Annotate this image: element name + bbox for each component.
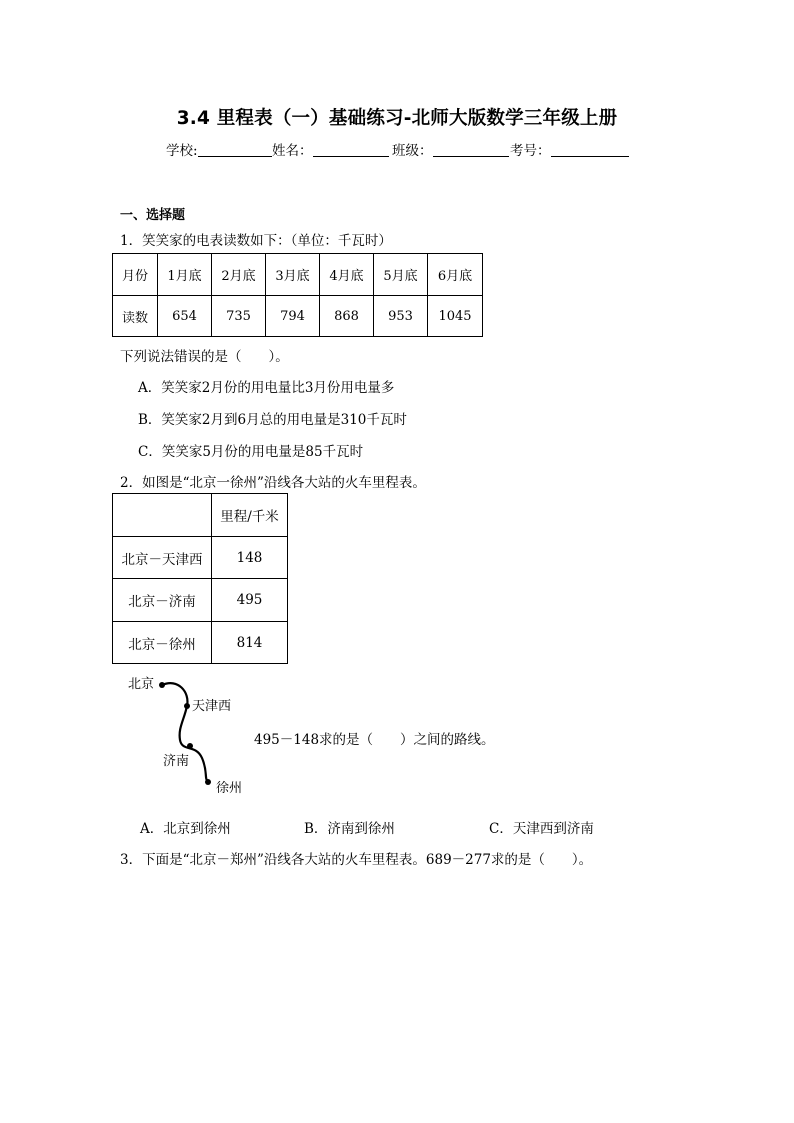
table-row [113,579,288,622]
q1-row-label: 读数 [113,296,158,337]
q2-option-b[interactable]: B．济南到徐州 [304,821,395,837]
q1-reading-cell: 868 [320,296,374,337]
q2-route-cell: 北京－徐州 [113,622,212,664]
q1-option-b[interactable]: B．笑笑家2月到6月总的用电量是310千瓦时 [138,412,407,428]
q1-option-c[interactable]: C．笑笑家5月份的用电量是85千瓦时 [138,444,364,460]
exam-no-label: 考号： [510,143,551,159]
q1-reading-cell: 654 [158,296,212,337]
class-label: 班级： [392,143,433,159]
school-field [166,139,272,159]
table-row [113,622,288,664]
q2-distance-cell: 148 [212,537,288,579]
section-heading-choice: 一、选择题 [120,208,186,223]
q2-header-cell: 里程/千米 [212,494,288,537]
q2-stem: 2．如图是“北京一徐州”沿线各大站的火车里程表。 [120,475,426,491]
class-blank[interactable] [433,144,509,157]
school-blank[interactable] [198,144,272,157]
school-label: 学校: [166,143,198,159]
q1-meter-table [112,253,483,337]
q2-header-row [113,494,288,537]
q1-header-cell: 1月底 [158,254,212,296]
q2-distance-cell: 495 [212,579,288,622]
station-label-tianjinxi: 天津西 [192,699,232,714]
q1-reading-cell: 953 [374,296,428,337]
q1-header-cell: 3月底 [266,254,320,296]
station-dot-beijing [159,682,165,688]
q2-question: 495－148求的是（ ）之间的路线。 [254,732,495,748]
q1-reading-cell: 735 [212,296,266,337]
exam-no-field [510,139,629,159]
name-blank[interactable] [313,144,389,157]
page-title: 3.4 里程表（一）基础练习-北师大版数学三年级上册 [176,108,618,129]
name-label: 姓名： [272,143,313,159]
q1-option-a[interactable]: A．笑笑家2月份的用电量比3月份用电量多 [138,380,395,396]
q1-prompt: 下列说法错误的是（ ）。 [120,349,289,365]
station-dot-xuzhou [205,779,211,785]
station-label-xuzhou: 徐州 [216,781,243,796]
q1-header-row [113,254,483,296]
q1-header-cell: 月份 [113,254,158,296]
q2-route-cell: 北京－济南 [113,579,212,622]
station-dot-tianjinxi [184,703,190,709]
q1-reading-row [113,296,483,337]
q1-header-cell: 4月底 [320,254,374,296]
station-label-beijing: 北京 [128,677,155,692]
q2-header-cell [113,494,212,537]
q1-header-cell: 6月底 [428,254,483,296]
q2-route-cell: 北京－天津西 [113,537,212,579]
exam-no-blank[interactable] [551,144,629,157]
station-dot-jinan [187,743,193,749]
q1-header-cell: 2月底 [212,254,266,296]
name-field [272,139,389,159]
q2-mileage-table [112,493,288,664]
q1-stem: 1．笑笑家的电表读数如下：（单位：千瓦时） [120,233,392,249]
q2-distance-cell: 814 [212,622,288,664]
class-field [392,139,509,159]
q1-reading-cell: 1045 [428,296,483,337]
station-label-jinan: 济南 [163,754,190,769]
railway-route-map [120,670,250,800]
q1-reading-cell: 794 [266,296,320,337]
q3-stem: 3．下面是“北京－郑州”沿线各大站的火车里程表。689－277求的是（ ）。 [120,852,593,868]
q1-header-cell: 5月底 [374,254,428,296]
q2-option-c[interactable]: C．天津西到济南 [489,821,594,837]
table-row [113,537,288,579]
q2-option-a[interactable]: A．北京到徐州 [140,821,231,837]
